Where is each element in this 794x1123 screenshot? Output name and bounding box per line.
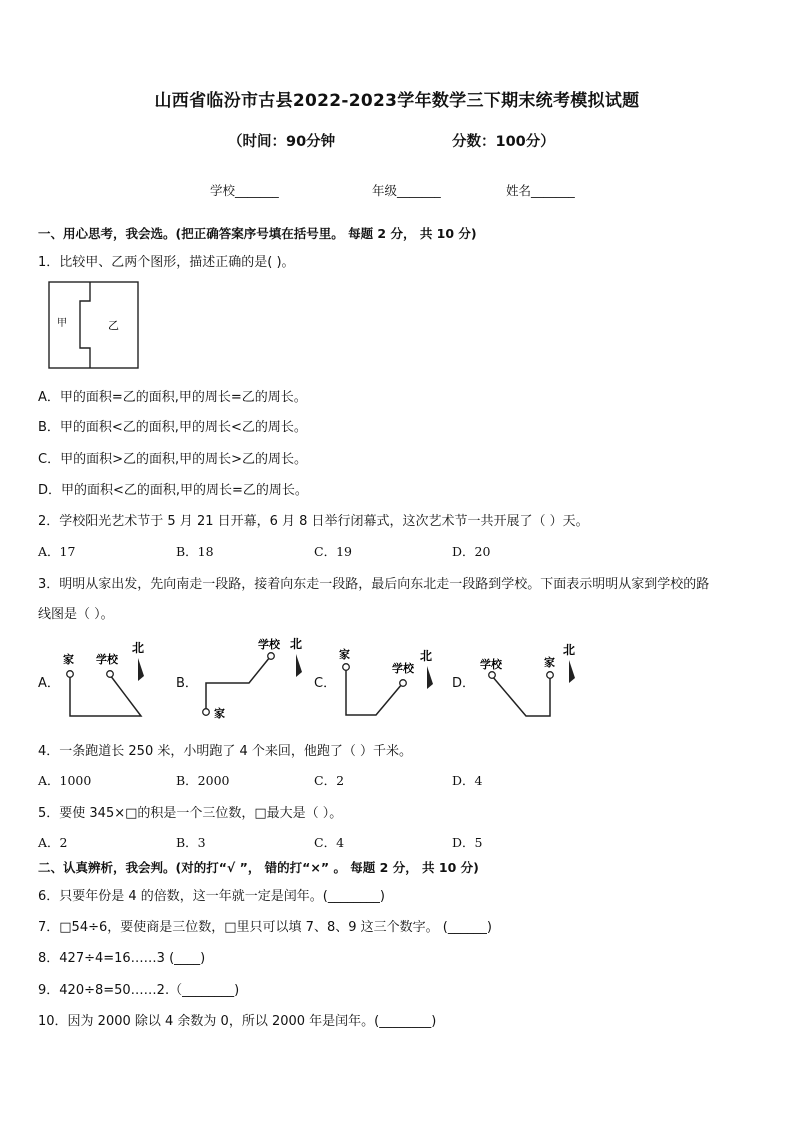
school-field: 学校_______ [210,183,279,198]
exam-time: （时间：90分钟 [228,134,336,150]
route-b-school-label: 学校 [258,638,280,651]
q1-option-c: C．甲的面积>乙的面积,甲的周长>乙的周长。 [38,452,307,467]
judge-item-9: 9．420÷8=50……2.（________) [38,983,240,998]
q1-stem: 1．比较甲、乙两个图形，描述正确的是( )。 [38,255,295,270]
route-d-path [492,676,550,716]
q1-label-jia: 甲 [57,318,67,329]
route-b-path [206,657,270,710]
page-title: 山西省临汾市古县2022-2023学年数学三下期末统考模拟试题 [154,91,640,111]
route-a-north-arrow [138,658,144,681]
q3-route-b [196,630,314,722]
q2-option-b: B．18 [176,544,214,559]
section2-heading: 二、认真辨析，我会判。(对的打“√ ”， 错的打“×” 。 每题 2 分， 共 10 分) [38,860,479,875]
q1-option-a: A．甲的面积=乙的面积,甲的周长=乙的周长。 [38,390,307,405]
exam-score: 分数：100分） [452,134,555,150]
section1-heading: 一、用心思考，我会选。(把正确答案序号填在括号里。 每题 2 分， 共 10 分) [38,226,477,241]
judge-item-8: 8．427÷4=16……3 (____) [38,951,206,966]
grade-field: 年级_______ [372,183,441,198]
q4-option-b: B．2000 [176,773,230,788]
route-a-home-label: 家 [63,653,74,666]
q2-option-d: D．20 [452,544,491,559]
q4-option-c: C．2 [314,773,345,788]
q4-option-a: A．1000 [38,773,92,788]
q4-stem: 4．一条跑道长 250 米，小明跑了 4 个来回，他跑了（ ）千米。 [38,744,413,759]
q2-option-a: A．17 [38,544,76,559]
route-c-home-label: 家 [339,648,350,661]
q3-stem-line2: 线图是（ ）。 [38,607,114,622]
q1-figure [48,281,140,371]
route-d-north-arrow [569,660,575,683]
route-b-home-dot [203,709,210,716]
route-d-home-dot [547,672,554,679]
route-a-school-dot [107,671,114,678]
name-field: 姓名_______ [506,183,575,198]
route-a-home-dot [67,671,74,678]
q3-label-d: D． [452,676,476,691]
judge-item-6: 6．只要年份是 4 的倍数，这一年就一定是闰年。(________) [38,889,385,904]
route-d-school-dot [489,672,496,679]
q3-route-d [478,638,588,720]
q5-option-b: B．3 [176,835,206,850]
q2-option-c: C．19 [314,544,352,559]
judge-item-10: 10．因为 2000 除以 4 余数为 0，所以 2000 年是闰年。(________) [38,1014,437,1029]
judge-item-7: 7．□54÷6，要使商是三位数，□里只可以填 7、8、9 这三个数字。 (______) [38,920,492,935]
q3-route-c [334,638,444,720]
q5-option-c: C．4 [314,835,345,850]
route-d-school-label: 学校 [480,658,502,671]
q3-label-b: B． [176,676,198,691]
q3-label-a: A． [38,676,60,691]
route-c-school-label: 学校 [392,662,414,675]
route-d-home-label: 家 [544,656,555,669]
q1-option-d: D．甲的面积<乙的面积,甲的周长=乙的周长。 [38,483,308,498]
q5-option-a: A．2 [38,835,68,850]
q1-label-yi: 乙 [108,319,119,332]
q4-option-d: D．4 [452,773,483,788]
q3-stem-line1: 3．明明从家出发，先向南走一段路，接着向东走一段路，最后向东北走一段路到学校。下面表示明明从家到学校的路 [38,577,710,592]
route-c-north-label: 北 [420,649,433,663]
q5-option-d: D．5 [452,835,483,850]
route-c-north-arrow [427,666,433,689]
route-b-north-arrow [296,654,302,677]
q3-label-c: C． [314,676,337,691]
route-b-home-label: 家 [214,707,225,720]
route-c-school-dot [400,680,407,687]
q1-option-b: B．甲的面积<乙的面积,甲的周长<乙的周长。 [38,420,307,435]
q5-stem: 5．要使 345×□的积是一个三位数，□最大是（ ）。 [38,806,343,821]
route-c-path [346,668,402,715]
q2-stem: 2．学校阳光艺术节于 5 月 21 日开幕，6 月 8 日举行闭幕式，这次艺术节一共开展了（ ）天。 [38,514,589,529]
route-a-school-label: 学校 [96,653,118,666]
route-a-path [70,675,141,716]
route-d-north-label: 北 [563,643,576,657]
q1-figure-divider [80,282,90,368]
route-b-school-dot [268,653,275,660]
route-a-north-label: 北 [132,641,145,655]
route-c-home-dot [343,664,350,671]
q3-route-a [58,638,158,720]
route-b-north-label: 北 [290,637,303,651]
